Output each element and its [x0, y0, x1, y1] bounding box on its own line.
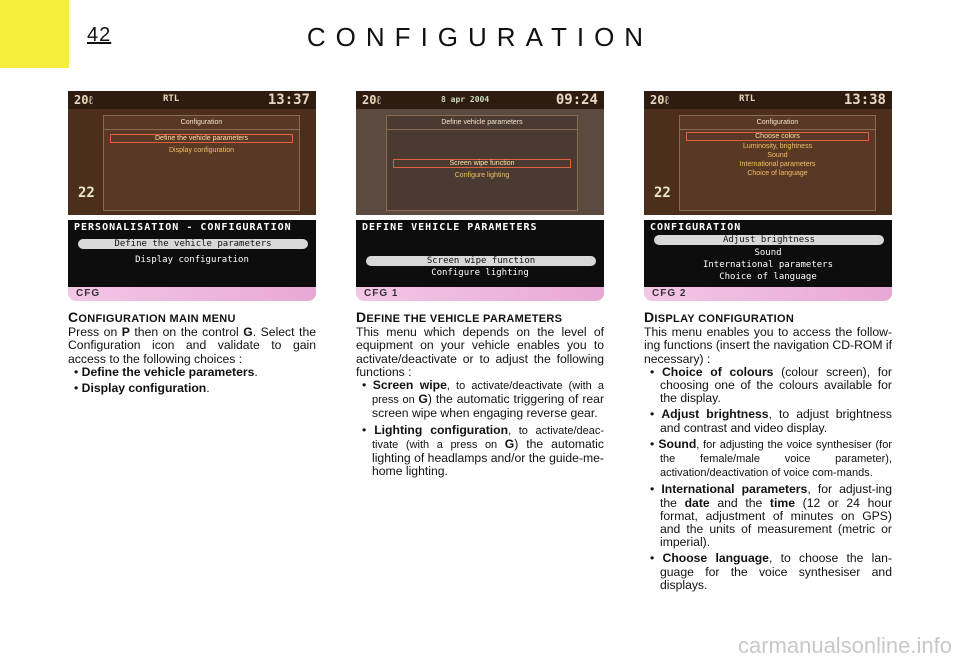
list-item: • Choice of colours (colour screen), for choosing one of the colours available for the display.	[650, 364, 892, 406]
list-item: • Choose language, to choose the lan-guage for the voice synthesiser and displays.	[650, 551, 893, 592]
menu-item: Choose colors	[686, 132, 869, 141]
menu-header: Configuration	[680, 116, 875, 130]
figure-label	[644, 287, 892, 301]
heading-text: ISPLAY CONFIGURATION	[654, 313, 795, 325]
menu-item: Configure lighting	[454, 172, 510, 179]
mono-header: PERSONALISATION - CONFIGURATION	[74, 222, 292, 233]
figure-label-text: CFG 2	[652, 288, 687, 299]
mono-display	[68, 220, 316, 287]
mono-item: Screen wipe function	[366, 256, 596, 266]
figure-label-text: CFG	[76, 288, 101, 299]
list-item: • Screen wipe, to activate/deactivate (with a press on G) the automatic triggering of rear screen wipe when engaging reverse gear.	[362, 378, 605, 421]
menu-item: Define the vehicle parameters	[110, 134, 293, 143]
mono-item: Display configuration	[135, 255, 249, 265]
page-number: 42	[87, 24, 112, 46]
mono-item: Choice of language	[719, 272, 817, 282]
mono-item: Adjust brightness	[654, 235, 884, 245]
menu-box	[103, 115, 300, 211]
screenshot-panel-cfg1	[356, 91, 604, 301]
clock: 13:38	[843, 92, 886, 108]
menu-header: Define vehicle parameters	[387, 116, 577, 130]
mono-item: International parameters	[702, 260, 834, 270]
display-screen	[356, 91, 604, 215]
list-item: • International parameters, for adjust-ing the date and the time (12 or 24 hour format, adjustment of minutes on GPS) and the units of measurement (metric or imperial).	[650, 482, 892, 550]
body-text: This menu enables you to access the follow-ing functions (insert the navigation CD-ROM if necessary) :	[644, 325, 892, 366]
clock: 13:37	[267, 92, 310, 108]
menu-box	[679, 115, 876, 211]
heading-text: EFINE THE VEHICLE PARAMETERS	[366, 313, 563, 325]
menu-item-faded	[387, 148, 577, 155]
list-item: • Define the vehicle parameters.	[74, 364, 258, 379]
temperature: 20ℓ	[362, 93, 381, 107]
menu-item: Display configuration	[169, 147, 234, 154]
side-reading: 22	[78, 185, 95, 201]
menu-item: Choice of language	[747, 170, 808, 177]
watermark: carmanualsonline.info	[737, 633, 952, 658]
body-text: This menu which depends on the level of equipment on your vehicle enables you to activate/deactivate or to adjust the following functions :	[356, 325, 604, 379]
mono-display	[644, 220, 892, 287]
figure-label	[68, 287, 316, 301]
section-heading	[644, 311, 892, 326]
section-define-vehicle-parameters	[356, 311, 604, 481]
mono-item: Sound	[754, 248, 782, 258]
figure-label	[356, 287, 604, 301]
list-item: • Lighting configuration, to activate/deac-tivate (with a press on G) the automatic lighting of headlamps and/or the guide-me-home lighting.	[362, 422, 605, 479]
status-bar	[356, 91, 604, 109]
display-screen	[68, 91, 316, 215]
heading-initial: D	[356, 309, 367, 325]
function-list	[644, 366, 892, 592]
menu-item: Screen wipe function	[393, 159, 571, 168]
radio-station: RTL	[739, 94, 756, 104]
temperature: 20ℓ	[74, 93, 93, 107]
screenshot-panel-cfg	[68, 91, 316, 301]
section-configuration-main-menu	[68, 311, 316, 398]
list-item: • Sound, for adjusting the voice synthesiser (for the female/male voice parameter), activation/deactivation of voice com-mands.	[650, 436, 892, 480]
list-item: • Display configuration.	[74, 381, 210, 396]
temperature: 20ℓ	[650, 93, 669, 107]
mono-item: Define the vehicle parameters	[78, 239, 308, 249]
choice-list	[68, 366, 316, 395]
mono-display	[356, 220, 604, 287]
menu-header: Configuration	[104, 116, 299, 130]
section-heading	[68, 311, 316, 326]
figure-label-text: CFG 1	[364, 288, 399, 299]
menu-item: Luminosity, brightness	[742, 143, 813, 150]
page-title: CONFIGURATION	[306, 22, 654, 52]
mono-item: Configure lighting	[431, 268, 529, 278]
section-display-configuration	[644, 311, 892, 595]
side-reading: 22	[654, 185, 671, 201]
date: 8 apr 2004	[441, 95, 490, 104]
function-list	[356, 379, 604, 478]
mono-header: CONFIGURATION	[650, 222, 742, 233]
list-item: • Adjust brightness, to adjust brightness and contrast and video display.	[650, 407, 892, 435]
heading-initial: C	[68, 309, 79, 325]
body-text: Press on P then on the control G. Select the Configuration icon and validate to gain access to the following choices :	[68, 325, 316, 366]
heading-initial: D	[644, 309, 655, 325]
menu-box	[386, 115, 578, 211]
mono-header: DEFINE VEHICLE PARAMETERS	[362, 222, 538, 233]
display-screen	[644, 91, 892, 215]
radio-station: RTL	[163, 94, 180, 104]
screenshot-panel-cfg2	[644, 91, 892, 301]
menu-item: Sound	[767, 152, 788, 159]
menu-item: International parameters	[739, 161, 816, 168]
section-heading	[356, 311, 604, 326]
status-bar	[68, 91, 316, 109]
heading-text: ONFIGURATION MAIN MENU	[78, 313, 236, 325]
clock: 09:24	[555, 92, 598, 108]
status-bar	[644, 91, 892, 109]
